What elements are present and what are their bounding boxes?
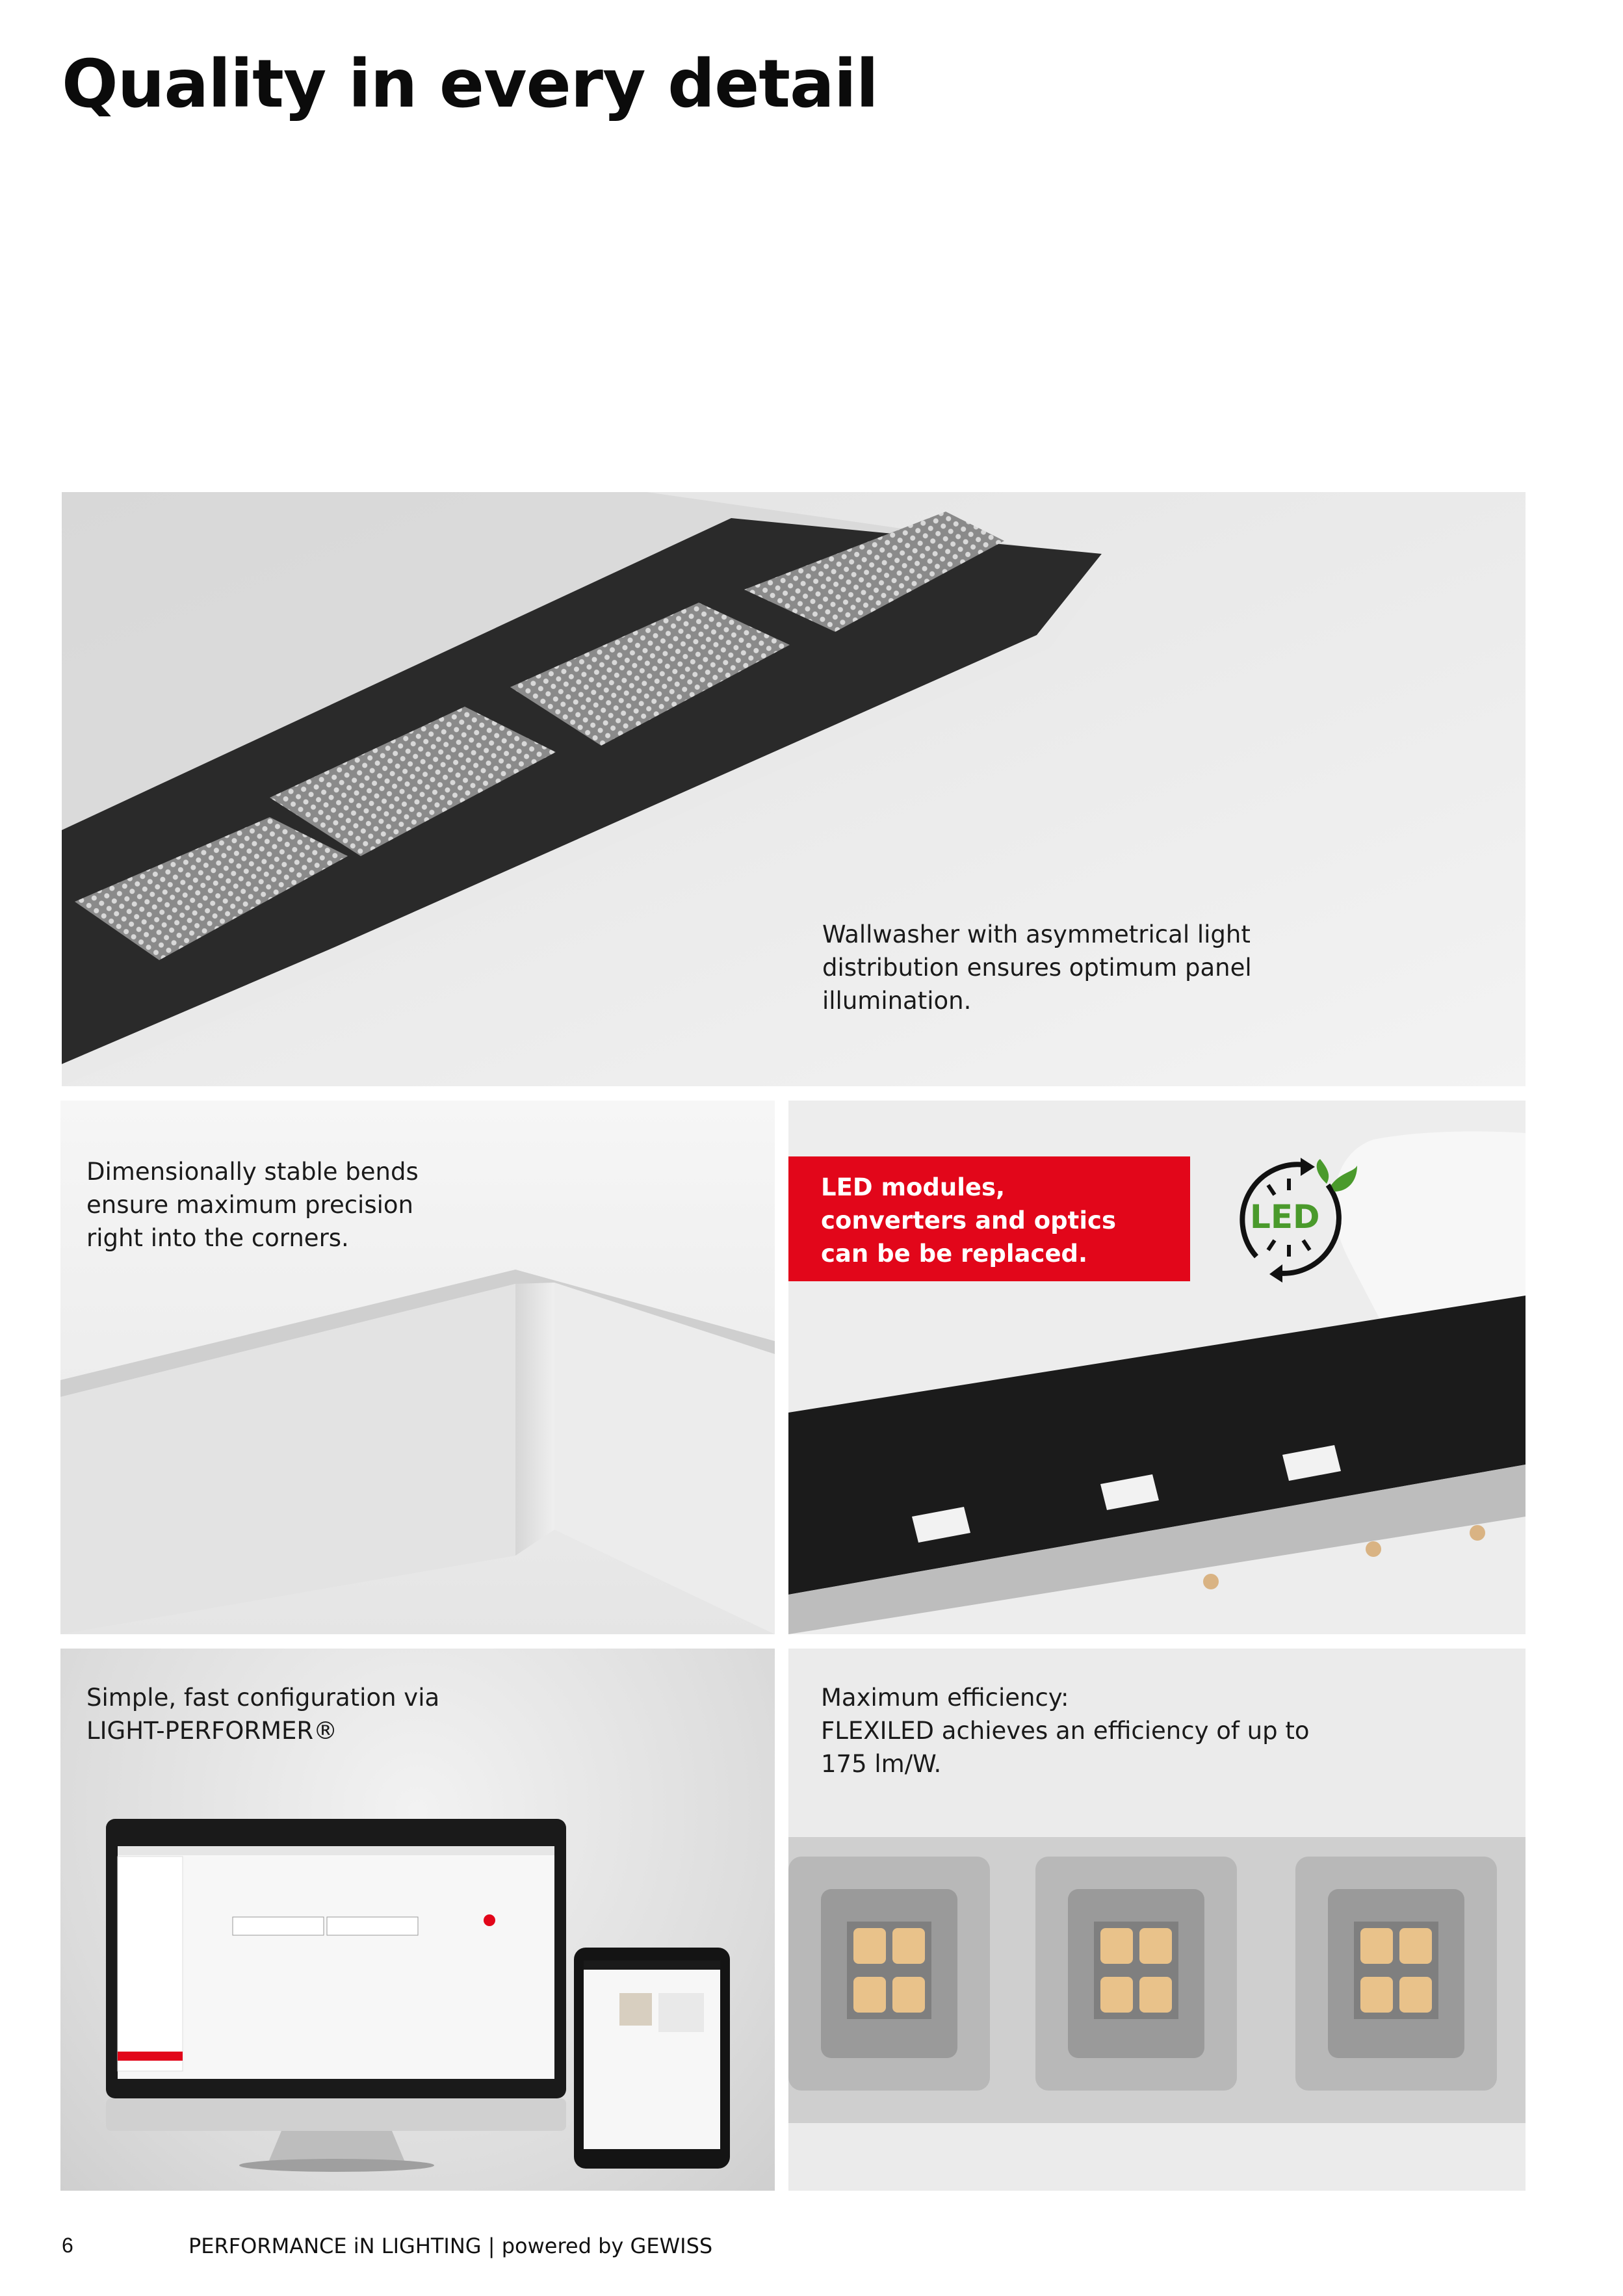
modules-image-panel (788, 1101, 1526, 1634)
bends-image-panel (60, 1101, 775, 1634)
page-title: Quality in every detail (62, 46, 878, 123)
efficiency-caption: Maximum efficiency: FLEXILED achieves an efficiency of up to 175 lm/W. (821, 1684, 1310, 1778)
config-image-panel (60, 1649, 775, 2191)
config-caption: Simple, fast configuration via LIGHT-PERFORMER® (86, 1684, 440, 1745)
led-icon-label: LED (1250, 1198, 1320, 1236)
bends-caption: Dimensionally stable bends ensure maximum precision right into the corners. (86, 1158, 419, 1252)
led-recycle-icon (1217, 1146, 1360, 1289)
page-number: 6 (62, 2234, 73, 2257)
footer-text: PERFORMANCE iN LIGHTING | powered by GEWISS (188, 2234, 713, 2258)
wallwasher-luminaire-illustration (62, 492, 1526, 1086)
wallwasher-caption: Wallwasher with asymmetrical light distribution ensures optimum panel illumination. (822, 920, 1252, 1015)
replaceable-callout-text: LED modules, converters and optics can be be replaced. (821, 1173, 1116, 1268)
wallwasher-image-panel (62, 492, 1526, 1086)
efficiency-image-panel (788, 1649, 1526, 2191)
